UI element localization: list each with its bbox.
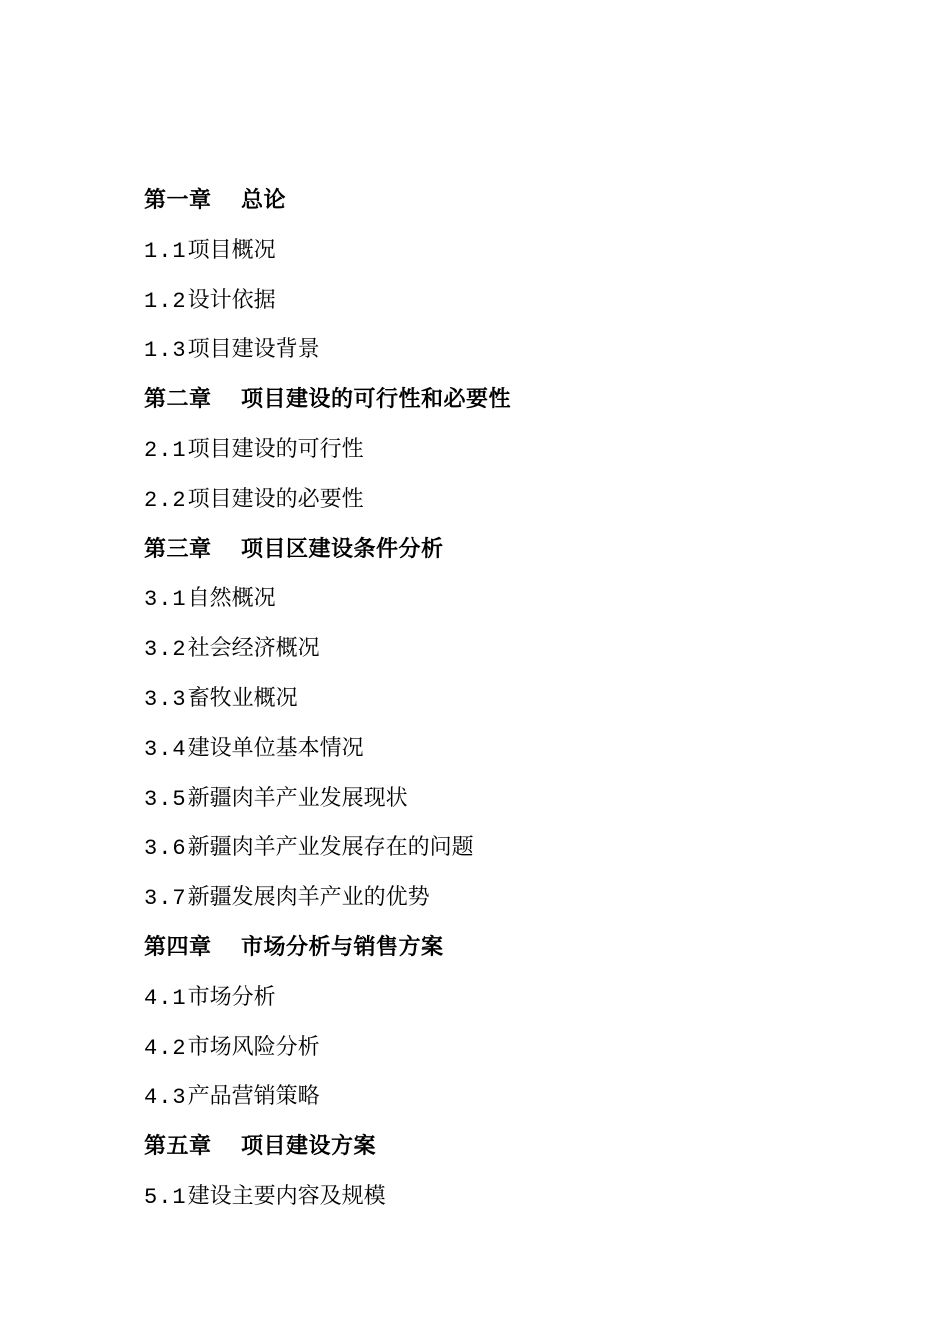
section-title: 建设主要内容及规模 [187,1183,386,1209]
section-title: 市场风险分析 [187,1034,320,1060]
section-number: 1.2 [144,288,187,314]
section-number: 3.5 [144,786,187,812]
section-number: 4.3 [144,1085,187,1111]
section-title: 项目建设的必要性 [187,486,364,512]
toc-section-entry [144,1172,904,1222]
section-number: 4.1 [144,985,187,1011]
section-number: 2.2 [144,487,187,513]
toc-chapter-heading [144,176,904,226]
chapter-number: 第四章 [144,934,212,960]
chapter-title: 总论 [241,188,287,213]
section-title: 市场分析 [187,984,276,1010]
section-title: 建设单位基本情况 [187,735,364,761]
toc-chapter-heading [144,375,904,425]
toc-section-entry [144,425,904,475]
toc-section-entry [144,276,904,326]
chapter-title: 项目区建设条件分析 [241,536,444,562]
toc-chapter-heading [144,923,904,973]
table-of-contents [144,176,904,1222]
section-number: 3.3 [144,686,187,712]
section-title: 畜牧业概况 [187,685,298,711]
toc-section-entry [144,823,904,873]
section-number: 4.2 [144,1035,187,1061]
toc-section-entry [144,1072,904,1122]
section-number: 1.1 [144,238,187,264]
chapter-title: 项目建设方案 [241,1134,377,1160]
toc-section-entry [144,774,904,824]
section-number: 3.4 [144,736,187,762]
chapter-number: 第一章 [144,188,212,213]
toc-chapter-heading [144,1122,904,1172]
toc-section-entry [144,724,904,774]
section-title: 设计依据 [187,287,276,313]
section-number: 3.1 [144,587,187,613]
toc-section-entry [144,475,904,525]
section-title: 新疆发展肉羊产业的优势 [187,885,430,911]
section-title: 自然概况 [187,586,276,612]
section-number: 5.1 [144,1184,187,1210]
chapter-title: 市场分析与销售方案 [241,934,444,960]
toc-section-entry [144,873,904,923]
toc-section-entry [144,973,904,1023]
chapter-number: 第三章 [144,536,212,562]
section-number: 1.3 [144,338,187,364]
toc-section-entry [144,325,904,375]
chapter-number: 第二章 [144,387,212,413]
section-title: 新疆肉羊产业发展现状 [187,785,408,811]
section-number: 3.7 [144,886,187,912]
chapter-number: 第五章 [144,1134,212,1160]
toc-section-entry [144,1023,904,1073]
section-title: 项目建设的可行性 [187,436,364,462]
toc-chapter-heading [144,525,904,575]
toc-section-entry [144,624,904,674]
section-title: 新疆肉羊产业发展存在的问题 [187,835,474,861]
toc-section-entry [144,574,904,624]
toc-section-entry [144,226,904,276]
chapter-title: 项目建设的可行性和必要性 [241,387,512,413]
section-number: 3.6 [144,836,187,862]
section-title: 项目概况 [187,237,276,263]
section-title: 项目建设背景 [187,337,320,363]
section-title: 社会经济概况 [187,636,320,662]
toc-section-entry [144,674,904,724]
section-title: 产品营销策略 [187,1084,320,1110]
section-number: 3.2 [144,637,187,663]
section-number: 2.1 [144,437,187,463]
